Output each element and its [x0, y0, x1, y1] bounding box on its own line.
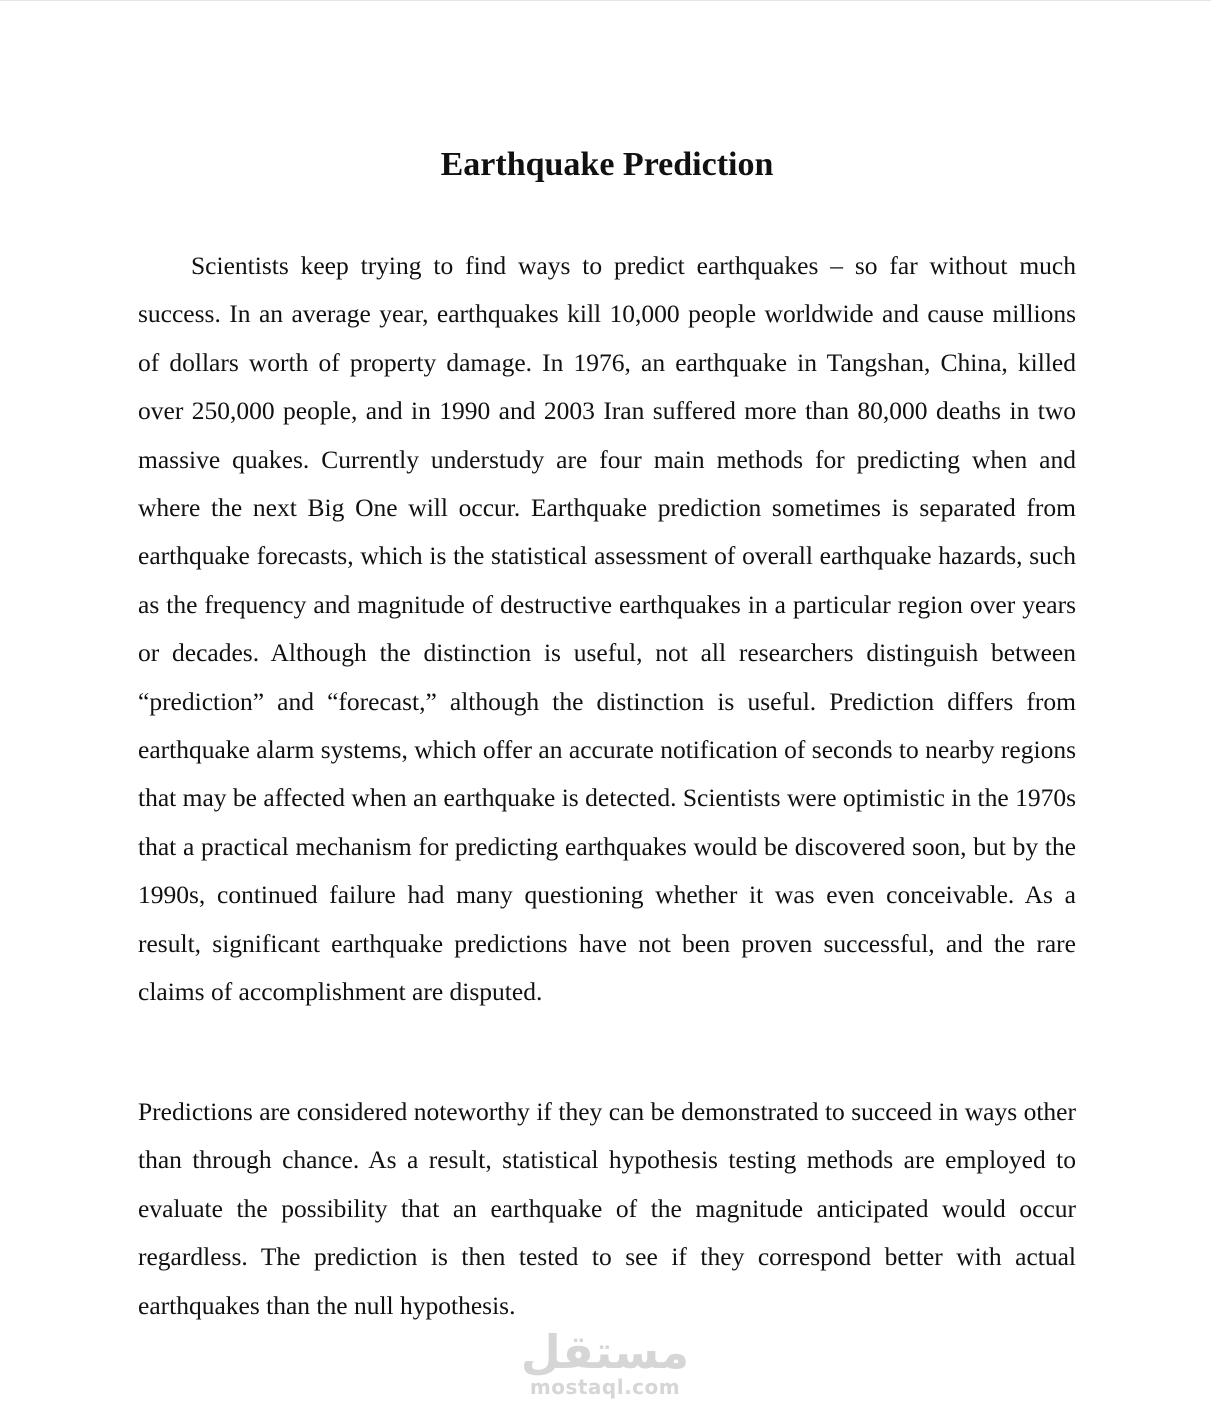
- body-paragraph-1: Scientists keep trying to find ways to predict earthquakes – so far without much success. In an average year, earthquakes kill 10,000 people worldwide and cause millions of dollars worth of property damage. In 1976, an earthquake in Tangshan, China, killed over 250,000 people, and in 1990 and 2003 Iran suffered more than 80,000 deaths in two massive quakes. Currently understudy are four main methods for predicting when and where the next Big One will occur. Earthquake prediction sometimes is separated from earthquake forecasts, which is the statistical assessment of overall earthquake hazards, such as the frequency and magnitude of destructive earthquakes in a particular region over years or decades. Although the distinction is useful, not all researchers distinguish between “prediction” and “forecast,” although the distinction is useful. Prediction differs from earthquake alarm systems, which offer an accurate notification of seconds to nearby regions that may be affected when an earthquake is detected. Scientists were optimistic in the 1970s that a practical mechanism for predicting earthquakes would be discovered soon, but by the 1990s, continued failure had many questioning whether it was even conceivable. As a result, significant earthquake predictions have not been proven successful, and the rare claims of accomplishment are disputed.: [138, 251, 1076, 1007]
- document-title: Earthquake Prediction: [440, 146, 774, 183]
- body-paragraph-2: Predictions are considered noteworthy if they can be demonstrated to succeed in ways other than through chance. As a result, statistical hypothesis testing methods are employed to evaluate the possibility that an earthquake of the magnitude anticipated would occur regardless. The prediction is then tested to see if they correspond better with actual earthquakes than the null hypothesis.: [138, 1097, 1076, 1320]
- page-top-border: [0, 0, 1211, 1]
- mostaql-watermark-logo: [520, 1325, 690, 1399]
- watermark-arabic-text: مستقل: [520, 1325, 690, 1379]
- watermark-latin-text: mostaql.com: [529, 1375, 681, 1399]
